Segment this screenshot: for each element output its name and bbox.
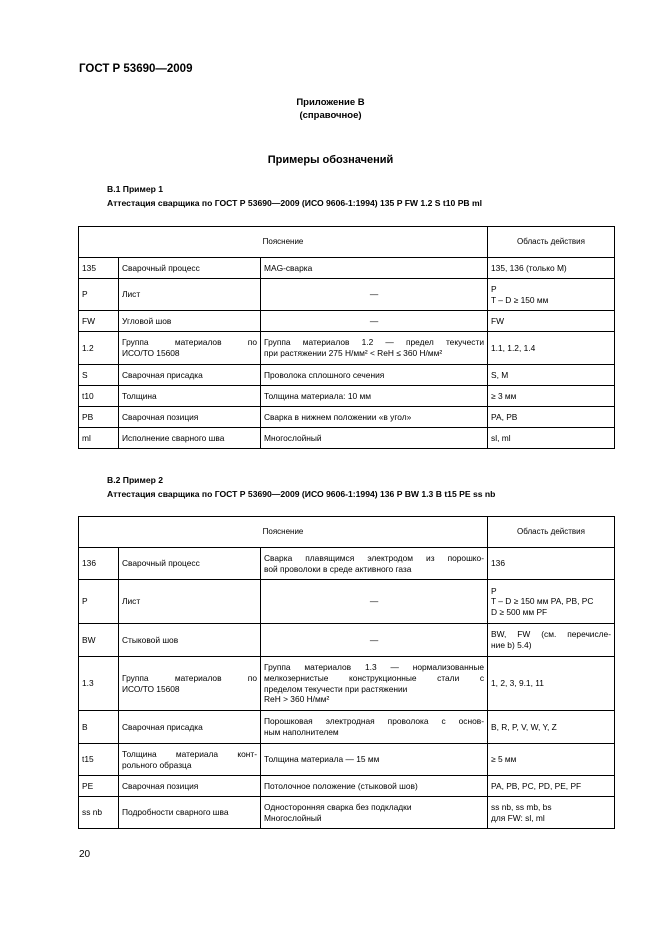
row-scope-line: ние b) 5.4) <box>491 640 532 650</box>
row-desc <box>261 657 488 711</box>
table-row <box>79 711 615 744</box>
row-scope <box>488 624 615 657</box>
row-name: Сварочная позиция <box>119 776 261 797</box>
table-row <box>79 776 615 797</box>
table-row <box>79 744 615 776</box>
table-row <box>79 407 615 428</box>
table-header-row <box>79 517 615 548</box>
row-scope <box>488 279 615 311</box>
row-name <box>119 657 261 711</box>
row-desc: Многослойный <box>261 428 488 449</box>
table-row <box>79 365 615 386</box>
table-row <box>79 548 615 580</box>
row-desc: — <box>261 624 488 657</box>
row-name: Сварочный процесс <box>119 548 261 580</box>
row-desc-line: Группа материалов 1.2 — предел текучести <box>264 337 485 348</box>
row-code: BW <box>79 624 119 657</box>
example1-label: В.1 Пример 1 <box>107 184 164 194</box>
example1-table <box>78 226 615 449</box>
table-row <box>79 428 615 449</box>
row-name: Толщина <box>119 386 261 407</box>
row-desc: Сварка в нижнем положении «в угол» <box>261 407 488 428</box>
table-row <box>79 386 615 407</box>
page-number: 20 <box>79 849 91 860</box>
row-desc-line: Сварка плавящимся электродом из порошко- <box>264 552 485 563</box>
row-name-line: ИСО/ТО 15608 <box>122 683 180 694</box>
row-code: PE <box>79 776 119 797</box>
appendix-status: (справочное) <box>299 110 362 121</box>
row-code: P <box>79 279 119 311</box>
row-desc <box>261 332 488 365</box>
row-desc-line: Односторонняя сварка без подкладки <box>264 801 412 812</box>
row-desc: Проволока сплошного сечения <box>261 365 488 386</box>
row-scope: 136 <box>488 548 615 580</box>
row-scope <box>488 797 615 829</box>
document-code: ГОСТ Р 53690—2009 <box>79 63 193 75</box>
row-desc: Толщина материала — 15 мм <box>261 744 488 776</box>
row-desc <box>261 797 488 829</box>
row-scope: ≥ 5 мм <box>488 744 615 776</box>
row-code: FW <box>79 311 119 332</box>
row-scope-line: ss nb, ss mb, bs <box>491 801 552 812</box>
row-scope-line: P <box>491 283 497 294</box>
row-desc-line: ным наполнителем <box>264 727 339 737</box>
row-name: Лист <box>119 279 261 311</box>
row-desc <box>261 711 488 744</box>
row-name: Лист <box>119 580 261 624</box>
section-title: Примеры обозначений <box>267 154 394 166</box>
example2-label: В.2 Пример 2 <box>107 475 164 485</box>
appendix-title: Приложение В <box>296 97 365 108</box>
row-scope: PA, PB <box>488 407 615 428</box>
table-row <box>79 624 615 657</box>
row-desc-line: ReH > 360 Н/мм² <box>264 694 330 705</box>
row-desc-line: Многослойный <box>264 812 322 823</box>
row-scope-line: для FW: sl, ml <box>491 812 545 823</box>
row-scope: B, R, P, V, W, Y, Z <box>488 711 615 744</box>
row-code: 136 <box>79 548 119 580</box>
row-scope: sl, ml <box>488 428 615 449</box>
row-desc-line: мелкозернистые конструкционные стали с <box>264 672 485 683</box>
row-code: 135 <box>79 258 119 279</box>
row-name <box>119 744 261 776</box>
row-code: B <box>79 711 119 744</box>
row-scope-line: BW, FW (см. перечисле- <box>491 629 612 640</box>
row-code: ss nb <box>79 797 119 829</box>
table-row <box>79 580 615 624</box>
row-name-line: рольного образца <box>122 759 192 770</box>
row-name: Угловой шов <box>119 311 261 332</box>
row-code: S <box>79 365 119 386</box>
row-code: PB <box>79 407 119 428</box>
row-name <box>119 332 261 365</box>
row-desc: MAG-сварка <box>261 258 488 279</box>
row-desc-line: Порошковая электродная проволока с основ- <box>264 716 485 727</box>
col-header-explanation: Пояснение <box>79 227 488 258</box>
row-desc: — <box>261 580 488 624</box>
row-scope-line: T – D ≥ 150 мм PA, PB, PC <box>491 596 594 607</box>
row-scope: 1, 2, 3, 9.1, 11 <box>488 657 615 711</box>
row-scope: 1.1, 1.2, 1.4 <box>488 332 615 365</box>
example1-caption: Аттестация сварщика по ГОСТ Р 53690—2009 (ИСО 9606-1:1994) 135 P FW 1.2 S t10 PB ml <box>107 198 483 208</box>
row-name-line: Группа материалов по <box>122 337 257 348</box>
row-desc-line: вой проволоки в среде активного газа <box>264 563 412 574</box>
row-code: t15 <box>79 744 119 776</box>
col-header-scope: Область действия <box>488 517 615 548</box>
row-desc-line: при растяжении 275 Н/мм² < ReH ≤ 360 Н/мм² <box>264 348 443 358</box>
row-name-line: Толщина материала конт- <box>122 748 257 759</box>
row-desc-line: Группа материалов 1.3 — нормализованные <box>264 662 485 673</box>
col-header-scope: Область действия <box>488 227 615 258</box>
row-code: t10 <box>79 386 119 407</box>
row-name: Сварочная присадка <box>119 711 261 744</box>
col-header-explanation: Пояснение <box>79 517 488 548</box>
table-row <box>79 797 615 829</box>
row-desc: — <box>261 279 488 311</box>
row-scope: PA, PB, PC, PD, PE, PF <box>488 776 615 797</box>
row-scope: S, M <box>488 365 615 386</box>
table-row <box>79 332 615 365</box>
row-code: P <box>79 580 119 624</box>
row-name-line: Группа материалов по <box>122 672 257 683</box>
row-scope <box>488 580 615 624</box>
row-scope-line: P <box>491 585 497 596</box>
example2-caption: Аттестация сварщика по ГОСТ Р 53690—2009 (ИСО 9606-1:1994) 136 P BW 1.3 B t15 PE ss nb <box>107 489 496 499</box>
row-desc: — <box>261 311 488 332</box>
table-header-row <box>79 227 615 258</box>
row-name: Сварочный процесс <box>119 258 261 279</box>
row-scope-line: D ≥ 500 мм PF <box>491 606 548 617</box>
row-desc-line: пределом текучести при растяжении <box>264 683 408 694</box>
row-scope: 135, 136 (только М) <box>488 258 615 279</box>
table-row <box>79 311 615 332</box>
row-code: ml <box>79 428 119 449</box>
row-scope-line: T – D ≥ 150 мм <box>491 294 549 305</box>
table-row <box>79 258 615 279</box>
row-scope: ≥ 3 мм <box>488 386 615 407</box>
row-name: Стыковой шов <box>119 624 261 657</box>
row-scope: FW <box>488 311 615 332</box>
row-name: Сварочная присадка <box>119 365 261 386</box>
row-name: Исполнение сварного шва <box>119 428 261 449</box>
example2-table <box>78 516 615 829</box>
row-desc: Потолочное положение (стыковой шов) <box>261 776 488 797</box>
appendix-heading <box>0 96 661 122</box>
row-desc: Толщина материала: 10 мм <box>261 386 488 407</box>
row-name: Сварочная позиция <box>119 407 261 428</box>
row-name: Подробности сварного шва <box>119 797 261 829</box>
row-desc <box>261 548 488 580</box>
row-name-line: ИСО/ТО 15608 <box>122 348 180 358</box>
row-code: 1.3 <box>79 657 119 711</box>
table-row <box>79 279 615 311</box>
row-code: 1.2 <box>79 332 119 365</box>
table-row <box>79 657 615 711</box>
